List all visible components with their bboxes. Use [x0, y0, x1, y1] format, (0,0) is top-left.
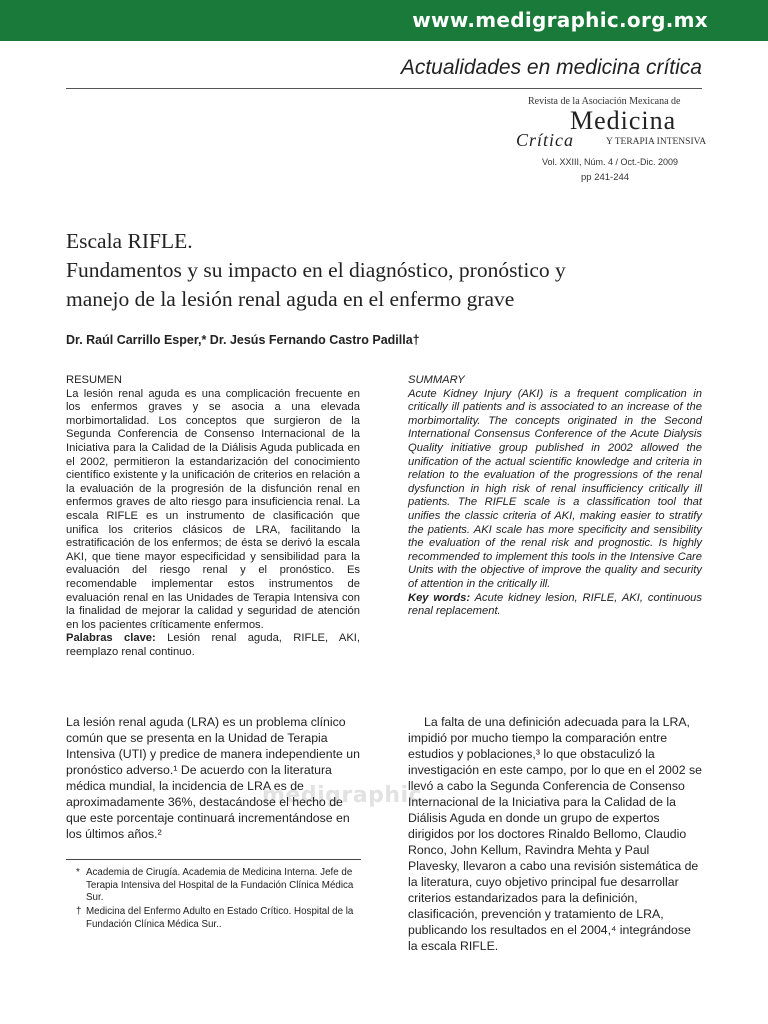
- watermark: medigraphic: [262, 783, 423, 808]
- top-banner: [0, 0, 768, 41]
- resumen-abstract: [66, 374, 360, 659]
- resumen-keywords: [66, 632, 360, 659]
- summary-heading: SUMMARY: [408, 374, 465, 386]
- article-authors: Dr. Raúl Carrillo Esper,* Dr. Jesús Fernando Castro Padilla†: [66, 333, 420, 347]
- body-paragraph-right: La falta de una definición adecuada para la LRA, impidió por mucho tiempo la comparación entre estudios y poblaciones,³ lo que obstaculizó la investigación en este campo, por lo que en el 2002 se llevó a cabo la Segunda Conferencia de Consenso Internacional de la Iniciativa para la Calidad de la Diálisis Aguda en donde un grupo de expertos dirigidos por los doctores Rinaldo Bellomo, Claudio Ronco, John Kellum, Ravindra Mehta y Paul Plavesky, llevaron a cabo una revisión sistemática de la literatura, cuyo objetivo principal fue desarrollar criterios estandarizados para la definición, clasificación, prevención y tratamiento de LRA, publicando los resultados en el 2004,⁴ integrándose la escala RIFLE.: [408, 715, 702, 953]
- summary-keywords-label: Key words:: [408, 591, 471, 604]
- footnote-divider: [66, 859, 361, 860]
- resumen-text: La lesión renal aguda es una complicación frecuente en los enfermos graves y se asocia a una elevada morbimortalidad. Los conceptos que surgieron de la Segunda Conferencia de Consenso Internacional de la Iniciativa para la Calidad de la Diálisis Aguda publicada en el 2002, permitieron la estandarización del conocimiento científico existente y la unificación de criterios en relación a la evaluación de la progresión de la disfunción renal en enfermos graves de alto riesgo para insuficiencia renal. La escala RIFLE es un instrumento de clasificación que unifica los criterios clásicos de LRA, facilitando la estratificación de los enfermos; de ésta se derivó la escala AKI, que tiene mayor especificidad y sensibilidad para la evaluación del riesgo renal y el pronóstico. Es recomendable implementar estos instrumentos de evaluación renal en las Unidades de Terapia Intensiva con la finalidad de mejorar la calidad y seguridad de atención en los pacientes críticamente enfermos.: [66, 387, 360, 631]
- footnote-1-mark: *: [76, 867, 80, 878]
- site-url[interactable]: www.medigraphic.org.mx: [412, 8, 708, 32]
- footnote-1: [76, 867, 362, 905]
- journal-pages: pp 241-244: [581, 172, 630, 183]
- summary-keywords: [408, 592, 702, 619]
- resumen-heading: RESUMEN: [66, 374, 122, 386]
- body-paragraph-left: La lesión renal aguda (LRA) es un problema clínico común que se presenta en la Unidad de Terapia Intensiva (UTI) y predice de manera independiente un pronóstico adverso.¹ De acuerdo con la literatura médica mundial, la incidencia de LRA es de aproximadamente 36%, destacándose el hecho de que este porcentaje continuará incrementándose en los últimos años.²: [66, 715, 360, 841]
- summary-text: Acute Kidney Injury (AKI) is a frequent complication in critically ill patients and is associated to an increase of the morbimortality. The concepts originated in the Second International Consensus Conference of the Acute Dialysis Quality initiative group published in 2002 allowed the unification of the actual scientific knowledge and criteria in relation to the evaluation of the progressions of the renal dysfunction in high risk of renal insufficiency critically ill patients. The RIFLE scale is a classification tool that unifies the classic criteria of AKI, making easier to stratify the patients. AKI scale has more specificity and sensibility the evaluation of the renal risk and prognostic. Is highly recommended to implement this tools in the Intensive Care Units with the objective of improve the quality and security of attention in the critically ill.: [408, 387, 702, 590]
- title-line-3: manejo de la lesión renal aguda en el enfermo grave: [66, 287, 515, 311]
- summary-keywords-text: Acute kidney lesion, RIFLE, AKI, continuous renal replacement.: [408, 591, 702, 618]
- footnote-2: [76, 906, 362, 931]
- article-title: [66, 227, 726, 314]
- journal-volume: Vol. XXIII, Núm. 4 / Oct.-Dic. 2009: [542, 157, 679, 167]
- footnote-2-mark: †: [76, 906, 82, 917]
- header-divider: [66, 88, 702, 89]
- journal-medicina: Medicina: [570, 106, 677, 135]
- title-line-1: Escala RIFLE.: [66, 229, 193, 253]
- journal-terapia: Y TERAPIA INTENSIVA: [606, 137, 707, 147]
- title-line-2: Fundamentos y su impacto en el diagnóstico, pronóstico y: [66, 258, 566, 282]
- footnote-1-text: Academia de Cirugía. Academia de Medicina Interna. Jefe de Terapia Intensiva del Hospital de la Fundación Clínica Médica Sur.: [86, 867, 354, 903]
- journal-critica: Crítica: [516, 130, 575, 150]
- section-title: Actualidades en medicina crítica: [400, 56, 702, 79]
- journal-revista: Revista de la Asociación Mexicana de: [528, 96, 681, 107]
- footnote-2-text: Medicina del Enfermo Adulto en Estado Crítico. Hospital de la Fundación Clínica Médica Sur..: [86, 906, 354, 930]
- resumen-keywords-text: Lesión renal aguda, RIFLE, AKI, reemplazo renal continuo.: [66, 632, 360, 658]
- resumen-keywords-label: Palabras clave:: [66, 632, 156, 645]
- summary-abstract: [408, 374, 702, 619]
